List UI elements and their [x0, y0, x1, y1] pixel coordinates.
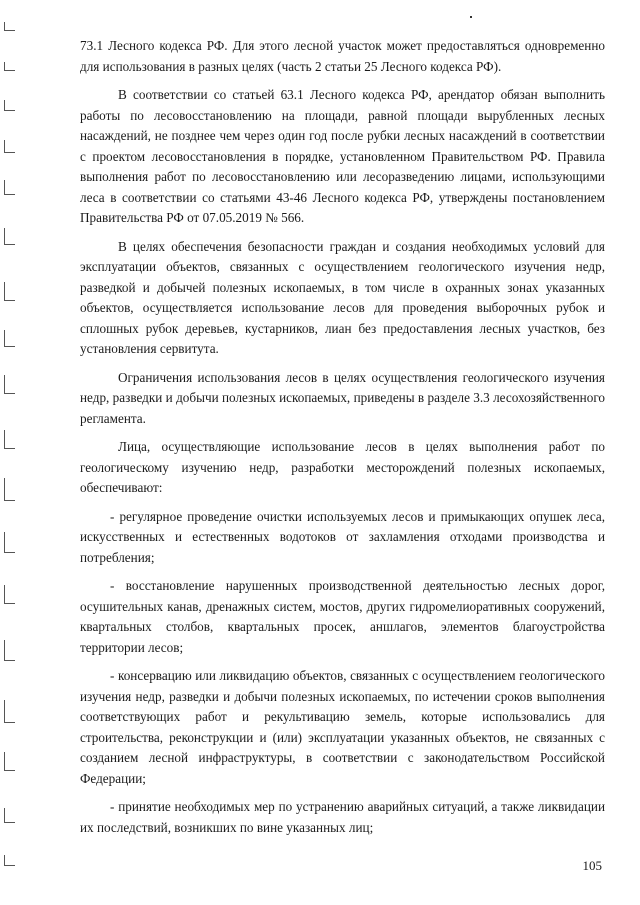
- scan-speck: [470, 16, 472, 18]
- page-number: 105: [582, 858, 602, 873]
- body-text: [80, 36, 605, 846]
- paragraph-continuation: 73.1 Лесного кодекса РФ. Для этого лесной участок может предоставляться одновременно для использования в разных целях (часть 2 статьи 25 Лесного кодекса РФ).: [80, 38, 605, 74]
- list-item-emergency: - принятие необходимых мер по устранению аварийных ситуаций, а также ликвидации их последствий, возникших по вине указанных лиц;: [80, 799, 605, 835]
- paragraph-obligations-intro: Лица, осуществляющие использование лесов в целях выполнения работ по геологическому изучению недр, разработки месторождений полезных ископаемых, обеспечивают:: [80, 439, 605, 495]
- paragraph-reforestation: В соответствии со статьей 63.1 Лесного кодекса РФ, арендатор обязан выполнить работы по лесовосстановлению на площади, равной площади вырубленных лесных насаждений, не позднее чем через один год после рубки лесных насаждений в соответствии с проектом лесовосстановления в порядке, установленном Правительством РФ. Правила выполнения работ по лесовосстановлению или лесоразведению лицами, использующими леса в соответствии со статьями 43-46 Лесного кодекса РФ, утверждены постановлением Правительства РФ от 07.05.2019 № 566.: [80, 87, 605, 225]
- list-item-restoration: - восстановление нарушенных производственной деятельностью лесных дорог, осушительных канав, дренажных систем, мостов, других гидромелиоративных сооружений, квартальных столбов, квартальных просек, аншлагов, элементов благоустройства территории лесов;: [80, 578, 605, 655]
- list-item-conservation: - консервацию или ликвидацию объектов, связанных с осуществлением геологического изучения недр, разведки и добычи полезных ископаемых, по истечении сроков выполнения соответствующих работ и рекультивацию земель, которые использовались для строительства, реконструкции и (или) эксплуатации указанных объектов, не связанных с созданием лесной инфраструктуры, в соответствии с законодательством Российской Федерации;: [80, 668, 605, 786]
- paragraph-restrictions: Ограничения использования лесов в целях осуществления геологического изучения недр, разведки и добычи полезных ископаемых, приведены в разделе 3.3 лесохозяйственного регламента.: [80, 369, 605, 426]
- paragraph-safety: В целях обеспечения безопасности граждан и создания необходимых условий для эксплуатации объектов, связанных с осуществлением геологического изучения недр, разведкой и добычей полезных ископаемых, в том числе в охранных зонах указанных объектов, осуществляется использование лесов для проведения выборочных рубок и сплошных рубок деревьев, кустарников, лиан без предоставления лесных участков, без установления сервитута.: [80, 238, 605, 356]
- list-item-cleaning: - регулярное проведение очистки используемых лесов и примыкающих опушек леса, искусственных и естественных водотоков от захламления отходами производства и потребления;: [80, 508, 605, 565]
- scan-edge-marks: [0, 0, 30, 905]
